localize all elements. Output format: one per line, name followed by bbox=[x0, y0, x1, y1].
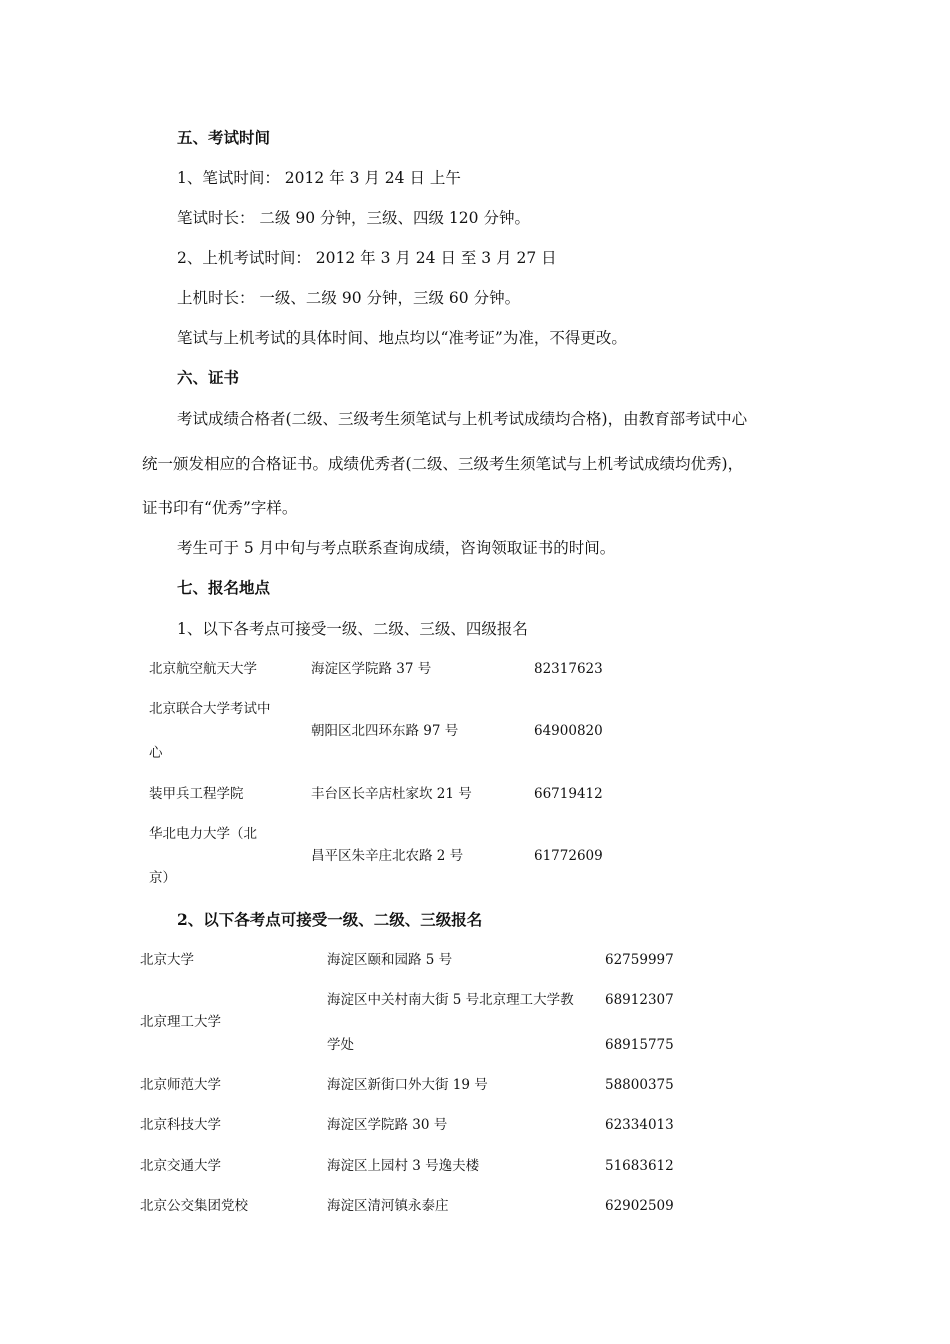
site-name: 装甲兵工程学院 bbox=[149, 786, 244, 802]
site-address: 海淀区学院路 37 号 bbox=[311, 661, 432, 677]
certificate-paragraph-line3: 证书印有“优秀”字样。 bbox=[142, 499, 298, 517]
computer-exam-time: 2、上机考试时间： 2012 年 3 月 24 日 至 3 月 27 日 bbox=[177, 249, 557, 267]
site-name-continued: 京） bbox=[149, 870, 176, 886]
site-phone: 66719412 bbox=[534, 786, 603, 802]
site-phone: 61772609 bbox=[534, 848, 603, 864]
site-address: 海淀区清河镇永泰庄 bbox=[327, 1198, 449, 1214]
site-name: 华北电力大学（北 bbox=[149, 826, 257, 842]
site-address-continued: 学处 bbox=[327, 1037, 354, 1053]
site-phone-secondary: 68915775 bbox=[605, 1037, 674, 1053]
site-phone: 62759997 bbox=[605, 952, 674, 968]
site-phone: 51683612 bbox=[605, 1158, 674, 1174]
site-name-continued: 心 bbox=[149, 745, 163, 761]
site-name: 北京交通大学 bbox=[140, 1158, 221, 1174]
site-phone: 62334013 bbox=[605, 1117, 674, 1133]
site-address: 海淀区上园村 3 号逸夫楼 bbox=[327, 1158, 480, 1174]
section-heading-exam-time: 五、考试时间 bbox=[177, 128, 271, 147]
site-address: 海淀区新街口外大街 19 号 bbox=[327, 1077, 488, 1093]
site-phone: 64900820 bbox=[534, 723, 603, 739]
site-name: 北京航空航天大学 bbox=[149, 661, 257, 677]
locations-subheading-2: 2、以下各考点可接受一级、二级、三级报名 bbox=[177, 910, 483, 929]
certificate-paragraph-line1: 考试成绩合格者(二级、三级考生须笔试与上机考试成绩均合格)，由教育部考试中心 bbox=[177, 410, 748, 428]
site-name: 北京大学 bbox=[140, 952, 194, 968]
written-exam-time: 1、笔试时间： 2012 年 3 月 24 日 上午 bbox=[177, 169, 461, 187]
site-name: 北京联合大学考试中 bbox=[149, 701, 271, 717]
written-exam-duration: 笔试时长： 二级 90 分钟，三级、四级 120 分钟。 bbox=[177, 209, 530, 227]
section-heading-certificate: 六、证书 bbox=[177, 368, 240, 387]
site-phone: 82317623 bbox=[534, 661, 603, 677]
site-name: 北京公交集团党校 bbox=[140, 1198, 248, 1214]
site-phone: 62902509 bbox=[605, 1198, 674, 1214]
site-name: 北京师范大学 bbox=[140, 1077, 221, 1093]
score-inquiry-paragraph: 考生可于 5 月中旬与考点联系查询成绩，咨询领取证书的时间。 bbox=[177, 539, 616, 557]
site-address: 海淀区颐和园路 5 号 bbox=[327, 952, 453, 968]
computer-exam-duration: 上机时长： 一级、二级 90 分钟，三级 60 分钟。 bbox=[177, 289, 521, 307]
site-address: 丰台区长辛店杜家坎 21 号 bbox=[311, 786, 472, 802]
site-phone: 58800375 bbox=[605, 1077, 674, 1093]
site-address: 朝阳区北四环东路 97 号 bbox=[311, 723, 459, 739]
site-name: 北京理工大学 bbox=[140, 1014, 221, 1030]
site-name: 北京科技大学 bbox=[140, 1117, 221, 1133]
section-heading-locations: 七、报名地点 bbox=[177, 578, 271, 597]
locations-subheading-1: 1、以下各考点可接受一级、二级、三级、四级报名 bbox=[177, 620, 528, 638]
site-address: 海淀区学院路 30 号 bbox=[327, 1117, 448, 1133]
certificate-paragraph-line2: 统一颁发相应的合格证书。成绩优秀者(二级、三级考生须笔试与上机考试成绩均优秀)， bbox=[142, 455, 744, 473]
site-address: 昌平区朱辛庄北农路 2 号 bbox=[311, 848, 464, 864]
exam-note: 笔试与上机考试的具体时间、地点均以“准考证”为准，不得更改。 bbox=[177, 329, 627, 347]
site-address: 海淀区中关村南大街 5 号北京理工大学教 bbox=[327, 992, 574, 1008]
site-phone: 68912307 bbox=[605, 992, 674, 1008]
